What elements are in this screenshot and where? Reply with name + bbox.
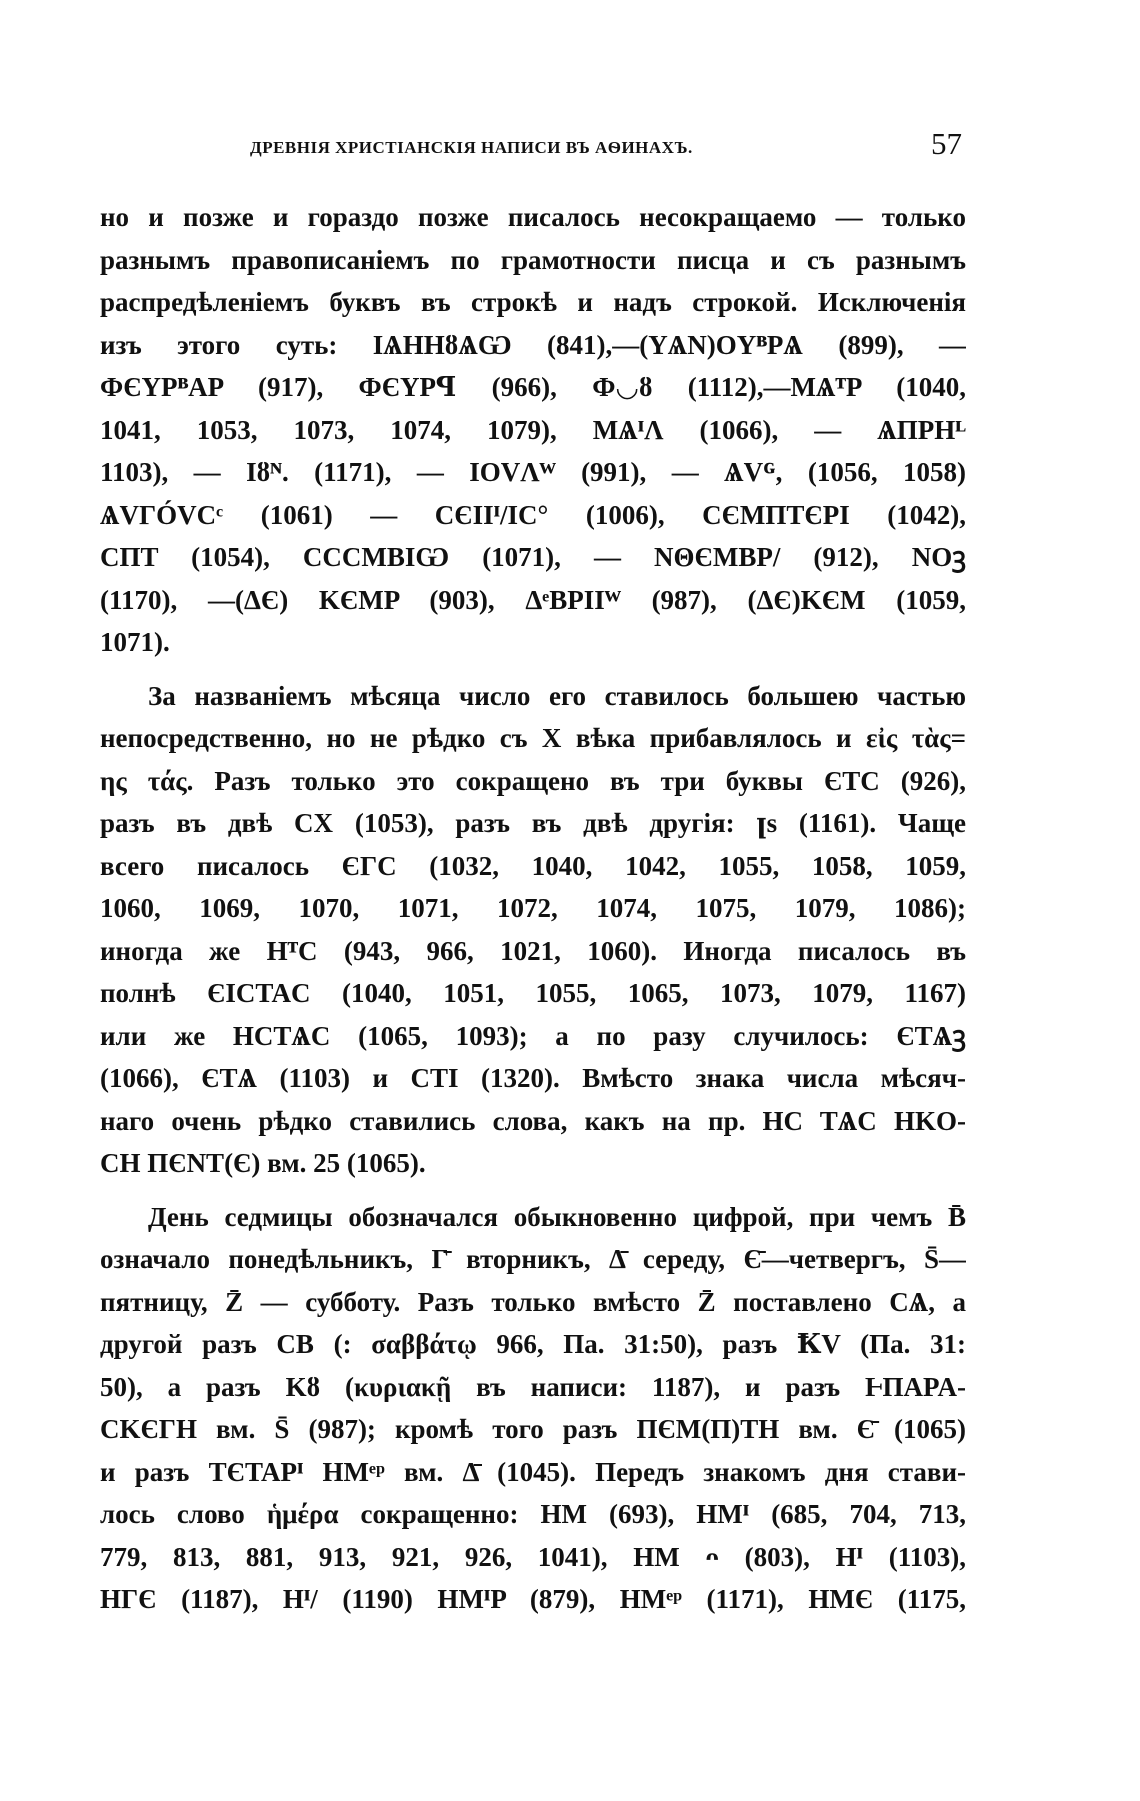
text-line: CΠT (1054), CCCMBIѠ (1071), — NΘЄMBP/ (912), NOꝫ bbox=[100, 542, 966, 572]
text-line: За названіемъ мѣсяца число его ставилось большею частью bbox=[148, 680, 966, 711]
text-line: 50), а разъ Kȣ (κυριακῇ въ написи: 1187), и разъ ⱵΠAPA- bbox=[100, 1371, 966, 1402]
paragraph-gap bbox=[100, 664, 966, 675]
text-line: изъ этого суть: IѦΗΗȣѦѠ (841),—(YѦN)OYᴮPѦ (899), — bbox=[100, 329, 966, 360]
text-line: (1170), —(ΔЄ) KЄMP (903), ΔᵉBPIIᵂ (987), (ΔЄ)KЄM (1059, bbox=[100, 584, 966, 615]
text-line: ης τάς. Разъ только это сокращено въ три буквы ЄTC (926), bbox=[100, 765, 966, 796]
running-title: ДРЕВНІЯ ХРИСТІАНСКІЯ НАПИСИ ВЪ АѲИНАХЪ. bbox=[250, 138, 693, 157]
text-line: всего писалось ЄΓC (1032, 1040, 1042, 1055, 1058, 1059, bbox=[100, 850, 966, 881]
text-line: и разъ TЄTAPᴵ HMᵉᵖ вм. Δ̄ (1045). Передъ знакомъ дня стави- bbox=[100, 1456, 966, 1487]
text-line: другой разъ CB (: σαββάτῳ 966, Па. 31:50), разъ ꝀV (Па. 31: bbox=[100, 1329, 966, 1359]
text-line: CKЄΓH вм. S̄ (987); кромѣ того разъ ΠЄM(Π)TH вм. Є̄ (1065) bbox=[100, 1414, 966, 1444]
text-line: CH ΠЄNT(Є) вм. 25 (1065). bbox=[100, 1148, 426, 1178]
text-line: иногда же HᵀC (943, 966, 1021, 1060). Иногда писалось въ bbox=[100, 935, 966, 966]
text-line: HΓЄ (1187), Hᴵ/ (1190) HMᴵP (879), HMᵉᵖ (1171), HMЄ (1175, bbox=[100, 1584, 966, 1614]
text-line: полнѣ ЄICTAC (1040, 1051, 1055, 1065, 1073, 1079, 1167) bbox=[100, 978, 966, 1008]
text-line: лось слово ἡμέρα сокращенно: HM (693), HMᴵ (685, 704, 713, bbox=[100, 1499, 966, 1529]
text-line: разъ въ двѣ CX (1053), разъ въ двѣ другія: ꞁs (1161). Чаще bbox=[100, 808, 966, 838]
text-line: означало понедѣльникъ, Γ̄ вторникъ, Δ̄ середу, Є̄—четвергъ, S̄— bbox=[100, 1244, 966, 1274]
text-line: ФЄYPᴮAP (917), ФЄYPꟼ (966), Ф◡ȣ (1112),—MѦᵀP (1040, bbox=[100, 372, 966, 402]
paragraph-exceptions bbox=[100, 196, 966, 664]
text-line: разнымъ правописаніемъ по грамотности писца и съ разнымъ bbox=[100, 244, 966, 275]
text-line: 1060, 1069, 1070, 1071, 1072, 1074, 1075, 1079, 1086); bbox=[100, 893, 966, 923]
page-number: 57 bbox=[931, 126, 962, 161]
paragraph-weekday bbox=[100, 1196, 966, 1621]
text-line: но и позже и гораздо позже писалось несокращаемо — только bbox=[100, 202, 966, 232]
text-line: или же HCTѦC (1065, 1093); а по разу случилось: ЄTѦꝫ bbox=[100, 1020, 966, 1051]
running-head bbox=[100, 126, 968, 166]
text-line: наго очень рѣдко ставились слова, какъ на пр. HC TѦC HKO- bbox=[100, 1105, 966, 1136]
text-line: День седмицы обозначался обыкновенно цифрой, при чемъ B̄ bbox=[148, 1201, 966, 1232]
body-text bbox=[100, 196, 966, 1621]
text-line: непосредственно, но не рѣдко съ X вѣка прибавлялось и εἰς τὰς= bbox=[100, 723, 966, 753]
text-line: 1071). bbox=[100, 627, 170, 657]
text-line: пятницу, Z̄ — субботу. Разъ только вмѣсто Z̄ поставлено CѦ, а bbox=[100, 1286, 966, 1317]
paragraph-gap bbox=[100, 1185, 966, 1196]
paragraph-month-day bbox=[100, 675, 966, 1185]
text-line: 1041, 1053, 1073, 1074, 1079), MѦᴵΛ (1066), — ѦΠPΗᴸ bbox=[100, 414, 966, 445]
text-line: (1066), ЄTѦ (1103) и CTI (1320). Вмѣсто знака числа мѣсяч- bbox=[100, 1063, 966, 1093]
text-line: 779, 813, 881, 913, 921, 926, 1041), HM ᴖ (803), Hᴵ (1103), bbox=[100, 1541, 966, 1572]
text-line: распредѣленіемъ буквъ въ строкѣ и надъ строкой. Исключенія bbox=[100, 287, 966, 317]
text-line: 1103), — Iȣᴺ. (1171), — IOVΛᵂ (991), — ѦVᴳ, (1056, 1058) bbox=[100, 457, 966, 487]
text-line: ѦVΓÓVCᶜ (1061) — CЄIIᴵ/IC° (1006), CЄMΠTЄPI (1042), bbox=[100, 499, 966, 530]
